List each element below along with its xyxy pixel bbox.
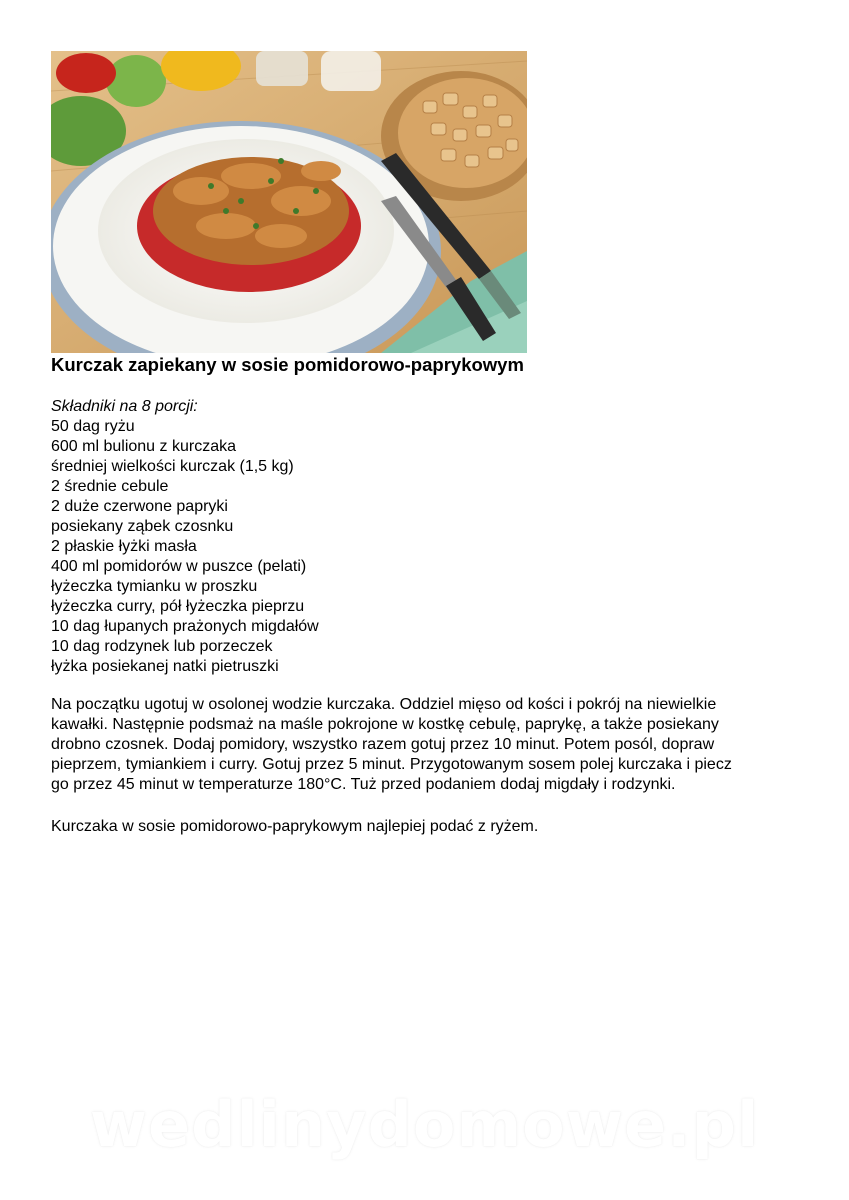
ingredient-item: 10 dag rodzynek lub porzeczek	[51, 638, 273, 655]
ingredient-item: 400 ml pomidorów w puszce (pelati)	[51, 558, 307, 575]
watermark: wedlinydomowe.pl	[89, 1088, 760, 1161]
instructions-line: kawałki. Następnie podsmaż na maśle pokrojone w kostkę cebulę, paprykę, a także posiekany	[51, 716, 719, 733]
ingredients-heading: Składniki na 8 porcji:	[51, 398, 198, 415]
ingredient-item: średniej wielkości kurczak (1,5 kg)	[51, 458, 294, 475]
instructions-paragraph	[51, 695, 811, 795]
ingredient-item: posiekany ząbek czosnku	[51, 518, 234, 535]
serving-suggestion: Kurczaka w sosie pomidorowo-paprykowym najlepiej podać z ryżem.	[51, 818, 539, 835]
ingredient-item: 2 płaskie łyżki masła	[51, 538, 197, 555]
ingredient-item: 600 ml bulionu z kurczaka	[51, 438, 236, 455]
instructions-line: go przez 45 minut w temperaturze 180°C. Tuż przed podaniem dodaj migdały i rodzynki.	[51, 776, 676, 793]
instructions-line: pieprzem, tymiankiem i curry. Gotuj przez 5 minut. Przygotowanym sosem polej kurczaka i piecz	[51, 756, 732, 773]
ingredient-item: 2 średnie cebule	[51, 478, 169, 495]
ingredient-item: łyżka posiekanej natki pietruszki	[51, 658, 279, 675]
ingredients-list	[51, 397, 319, 677]
instructions-line: drobno czosnek. Dodaj pomidory, wszystko razem gotuj przez 10 minut. Potem posól, dopraw	[51, 736, 715, 753]
recipe-title: Kurczak zapiekany w sosie pomidorowo-paprykowym	[51, 354, 524, 375]
ingredient-item: 50 dag ryżu	[51, 418, 135, 435]
ingredient-item: łyżeczka curry, pół łyżeczka pieprzu	[51, 598, 305, 615]
recipe-photo	[51, 51, 527, 353]
ingredient-item: 2 duże czerwone papryki	[51, 498, 228, 515]
ingredient-item: 10 dag łupanych prażonych migdałów	[51, 618, 319, 635]
instructions-line: Na początku ugotuj w osolonej wodzie kurczaka. Oddziel mięso od kości i pokrój na niewielkie	[51, 696, 717, 713]
ingredient-item: łyżeczka tymianku w proszku	[51, 578, 258, 595]
